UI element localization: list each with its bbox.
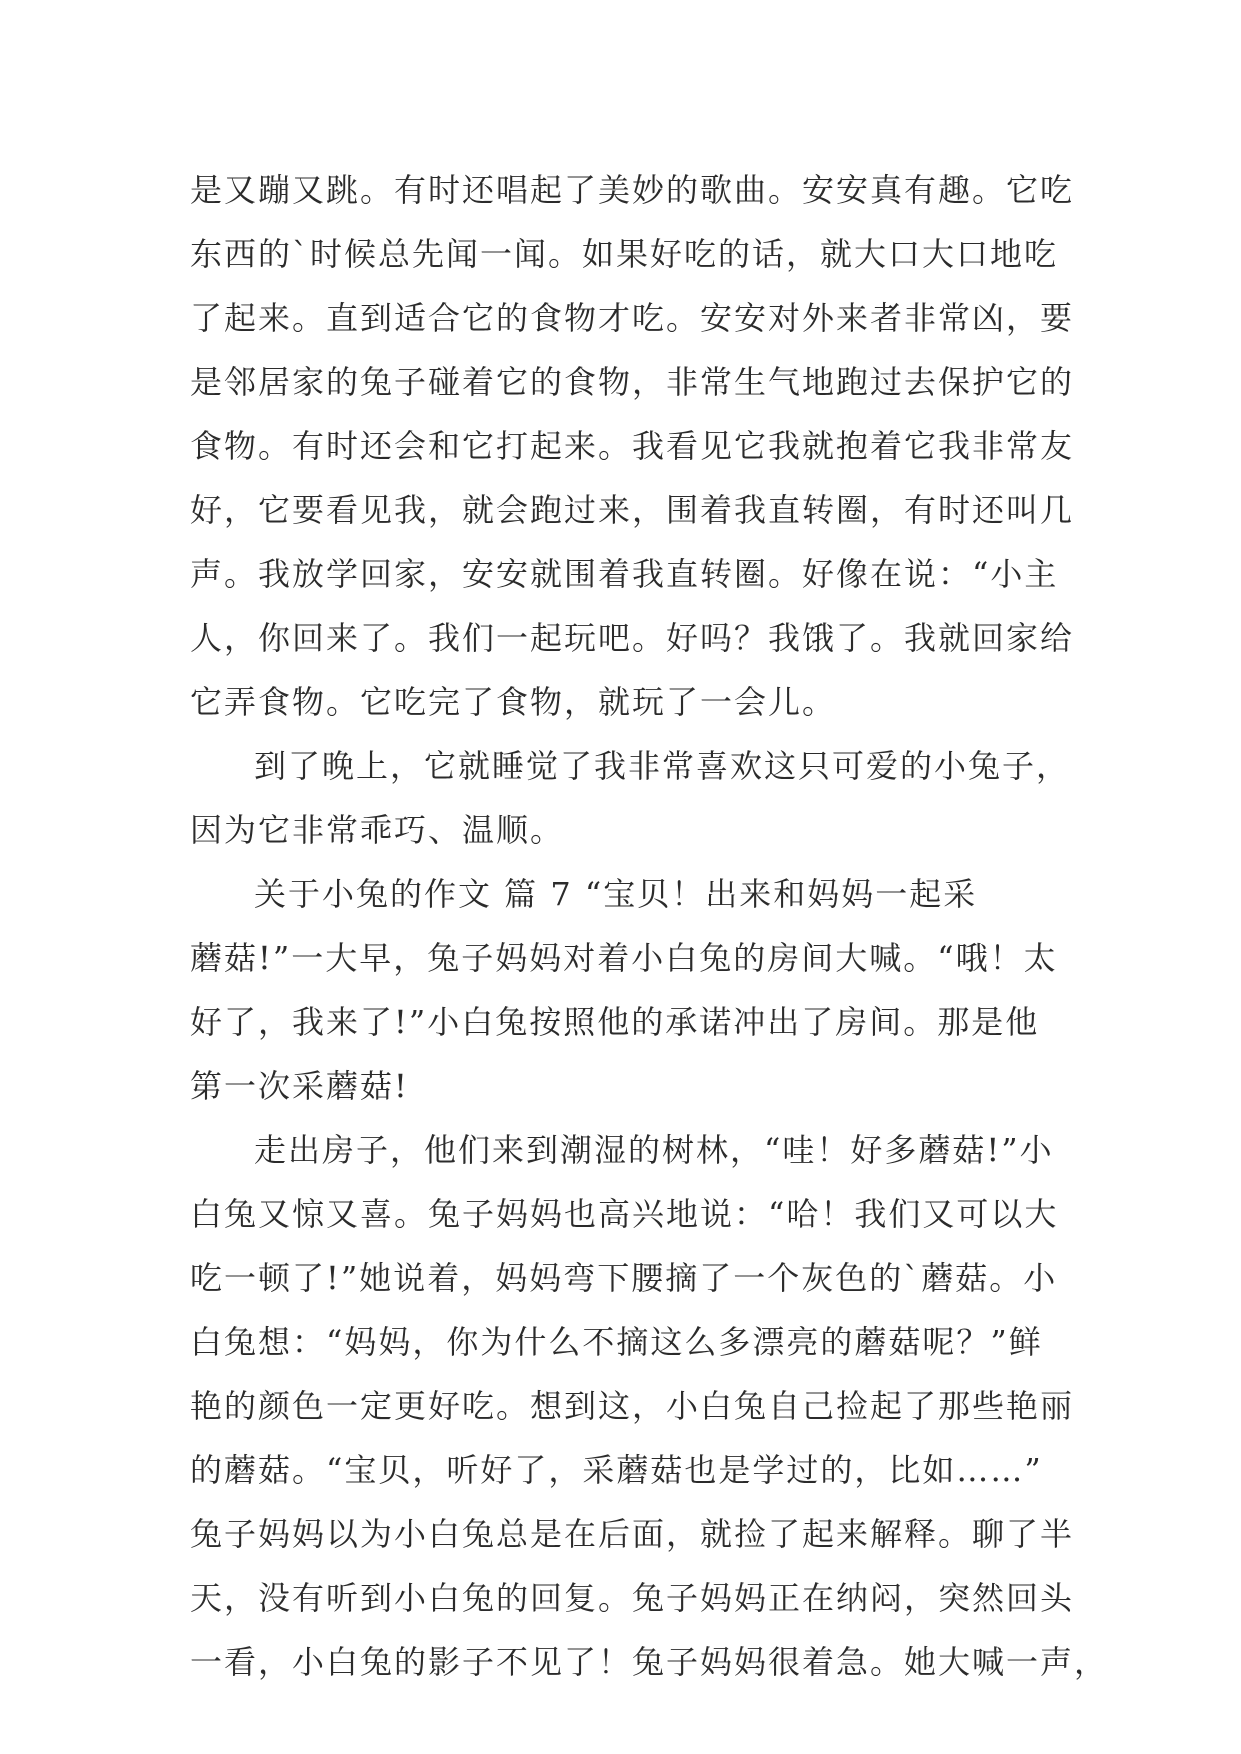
text-line: 因为它非常乖巧、温顺。	[190, 811, 565, 849]
text-line: 一看，小白兔的影子不见了！兔子妈妈很着急。她大喊一声，	[190, 1643, 1109, 1681]
text-line: 好，它要看见我，就会跑过来，围着我直转圈，有时还叫几	[190, 491, 1075, 529]
document-body	[190, 158, 1109, 1694]
text-line: 的蘑菇。“宝贝，听好了，采蘑菇也是学过的，比如……”	[190, 1451, 1043, 1489]
text-line: 走出房子，他们来到潮湿的树林，“哇！好多蘑菇!”小	[254, 1131, 1054, 1169]
text-line: 天，没有听到小白兔的回复。兔子妈妈正在纳闷，突然回头	[190, 1579, 1075, 1617]
text-line: 艳的颜色一定更好吃。想到这，小白兔自己捡起了那些艳丽	[190, 1387, 1075, 1425]
text-line: 了起来。直到适合它的食物才吃。安安对外来者非常凶，要	[190, 299, 1075, 337]
text-line: 声。我放学回家，安安就围着我直转圈。好像在说：“小主	[190, 555, 1059, 593]
text-line: 白兔又惊又喜。兔子妈妈也高兴地说：“哈！我们又可以大	[190, 1195, 1059, 1233]
text-line: 关于小兔的作文 篇 7 “宝贝！出来和妈妈一起采	[254, 875, 978, 913]
text-line: 蘑菇!”一大早，兔子妈妈对着小白兔的房间大喊。“哦！太	[190, 939, 1058, 977]
text-line: 吃一顿了!”她说着，妈妈弯下腰摘了一个灰色的`蘑菇。小	[190, 1259, 1058, 1297]
text-line: 白兔想：“妈妈，你为什么不摘这么多漂亮的蘑菇呢？”鲜	[190, 1323, 1043, 1361]
text-line: 东西的`时候总先闻一闻。如果好吃的话，就大口大口地吃	[190, 235, 1059, 273]
text-line: 好了，我来了!”小白兔按照他的承诺冲出了房间。那是他	[190, 1003, 1040, 1041]
text-line: 人，你回来了。我们一起玩吧。好吗？我饿了。我就回家给	[190, 619, 1075, 657]
text-line: 是又蹦又跳。有时还唱起了美妙的歌曲。安安真有趣。它吃	[190, 171, 1075, 209]
text-line: 第一次采蘑菇!	[190, 1067, 409, 1105]
text-line: 兔子妈妈以为小白兔总是在后面，就捡了起来解释。聊了半	[190, 1515, 1075, 1553]
text-line: 是邻居家的兔子碰着它的食物，非常生气地跑过去保护它的	[190, 363, 1075, 401]
text-line: 食物。有时还会和它打起来。我看见它我就抱着它我非常友	[190, 427, 1075, 465]
text-line: 到了晚上，它就睡觉了我非常喜欢这只可爱的小兔子，	[254, 747, 1071, 785]
text-line: 它弄食物。它吃完了食物，就玩了一会儿。	[190, 683, 837, 721]
